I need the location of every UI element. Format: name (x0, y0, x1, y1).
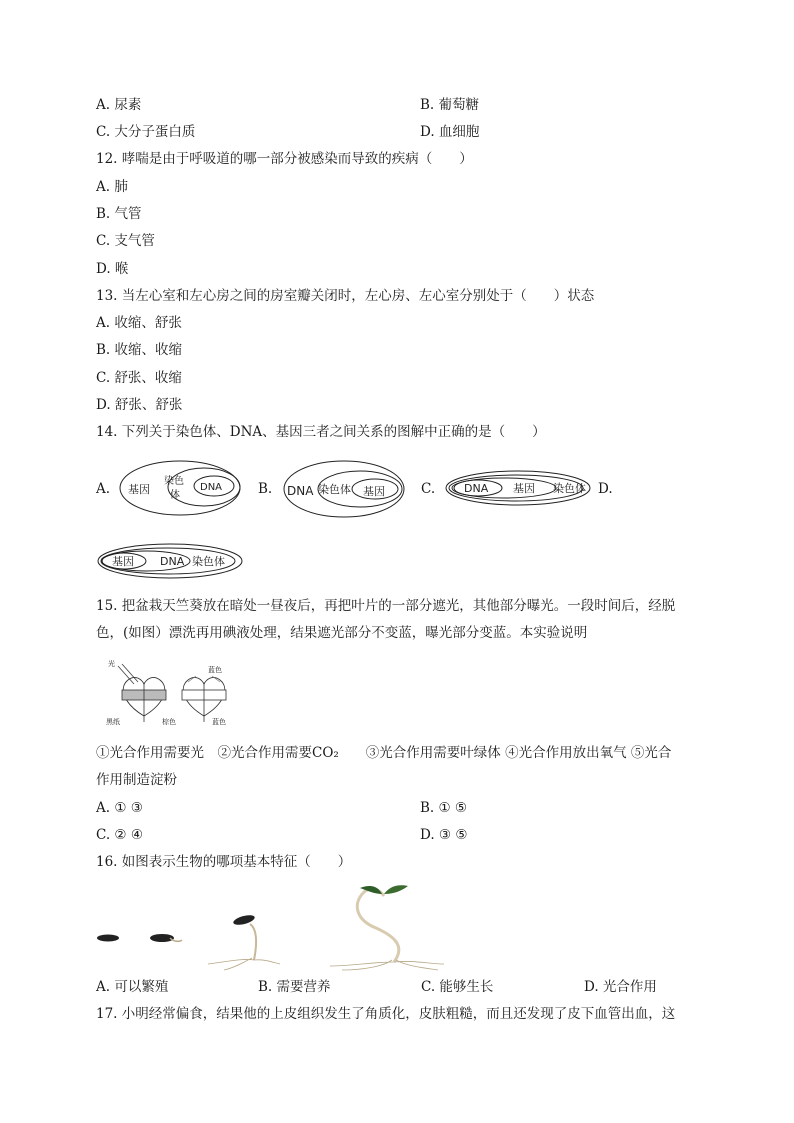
q15-option-c: C. ② ④ (96, 827, 143, 843)
q14b-label-outer: DNA (287, 484, 314, 498)
q12-stem: 12. 哮喘是由于呼吸道的哪一部分被感染而导致的疾病（ ） (96, 151, 473, 167)
q15-label-black-paper: 黑纸 (106, 718, 120, 726)
q15-stem-line2: 色，(如图）漂洗再用碘液处理，结果遮光部分不变蓝，曝光部分变蓝。本实验说明 (96, 625, 588, 641)
q15-stem-line1: 15. 把盆栽天竺葵放在暗处一昼夜后，再把叶片的一部分遮光，其他部分曝光。一段时间后，经脱 (96, 598, 676, 614)
q14-stem: 14. 下列关于染色体、DNA、基因三者之间关系的图解中正确的是（ ） (96, 424, 546, 440)
q16-option-a: A. 可以繁殖 (96, 979, 169, 995)
q13-stem: 13. 当左心室和左心房之间的房室瓣关闭时，左心房、左心室分别处于（ ）状态 (96, 288, 595, 304)
q11-option-a: A. 尿素 (96, 97, 142, 113)
q15-option-d: D. ③ ⑤ (420, 827, 468, 843)
q16-option-b: B. 需要营养 (258, 979, 331, 995)
q14-diagram-d (96, 541, 246, 581)
q16-stem: 16. 如图表示生物的哪项基本特征（ ） (96, 854, 352, 870)
q15-label-light: 光 (108, 660, 115, 668)
q14d-label-inner: 基因 (112, 555, 134, 568)
q11-option-b: B. 葡萄糖 (420, 97, 480, 113)
q14-letter-c: C. (421, 481, 436, 497)
q15-statements-line2: 作用制造淀粉 (96, 772, 177, 788)
q13-option-d: D. 舒张、舒张 (96, 397, 183, 413)
q12-option-d: D. 喉 (96, 261, 129, 277)
q12-option-b: B. 气管 (96, 206, 142, 222)
q16-option-c: C. 能够生长 (421, 979, 494, 995)
q13-option-a: A. 收缩、舒张 (96, 315, 182, 331)
q12-option-c: C. 支气管 (96, 233, 155, 249)
q14-letter-a: A. (96, 481, 111, 497)
q11-option-d: D. 血细胞 (420, 124, 480, 140)
q14a-label-middle1: 染色 (164, 476, 184, 487)
q15-statements-line1: ①光合作用需要光 ②光合作用需要CO₂ ③光合作用需要叶绿体 ④光合作用放出氧气 ⑤光合 (96, 745, 672, 761)
q14-diagram-c (444, 468, 594, 508)
q14c-label-outer: 染色体 (553, 482, 586, 495)
q15-option-a: A. ① ③ (96, 800, 143, 816)
q14-letter-d: D. (598, 481, 613, 497)
q15-label-blue-top: 蓝色 (208, 666, 222, 674)
q13-option-c: C. 舒张、收缩 (96, 370, 182, 386)
q15-label-blue-bottom: 蓝色 (212, 718, 226, 726)
q14b-label-inner: 基因 (363, 485, 385, 498)
q16-option-d: D. 光合作用 (584, 979, 657, 995)
q15-option-b: B. ① ⑤ (420, 800, 467, 816)
q14b-label-middle: 染色体 (318, 483, 351, 496)
q14a-label-outer: 基因 (128, 483, 150, 496)
q12-option-a: A. 肺 (96, 179, 128, 195)
q15-leaf-figure (104, 656, 240, 728)
q14d-label-outer: 染色体 (192, 555, 225, 568)
q14a-label-middle2: 体 (170, 490, 180, 501)
q15-label-brown: 棕色 (162, 718, 176, 726)
q14c-label-inner: DNA (464, 482, 489, 495)
q17-stem: 17. 小明经常偏食，结果他的上皮组织发生了角质化，皮肤粗糙，而且还发现了皮下血管出血，这 (96, 1006, 676, 1022)
q14-letter-b: B. (258, 481, 273, 497)
q16-seedling-figure (94, 880, 450, 972)
q14-diagram-b (282, 458, 410, 520)
q14-diagram-a (118, 458, 246, 520)
q14c-label-middle: 基因 (513, 482, 535, 495)
q14a-label-inner: DNA (200, 482, 223, 493)
q14d-label-middle: DNA (160, 555, 185, 568)
q13-option-b: B. 收缩、收缩 (96, 342, 183, 358)
q11-option-c: C. 大分子蛋白质 (96, 124, 196, 140)
